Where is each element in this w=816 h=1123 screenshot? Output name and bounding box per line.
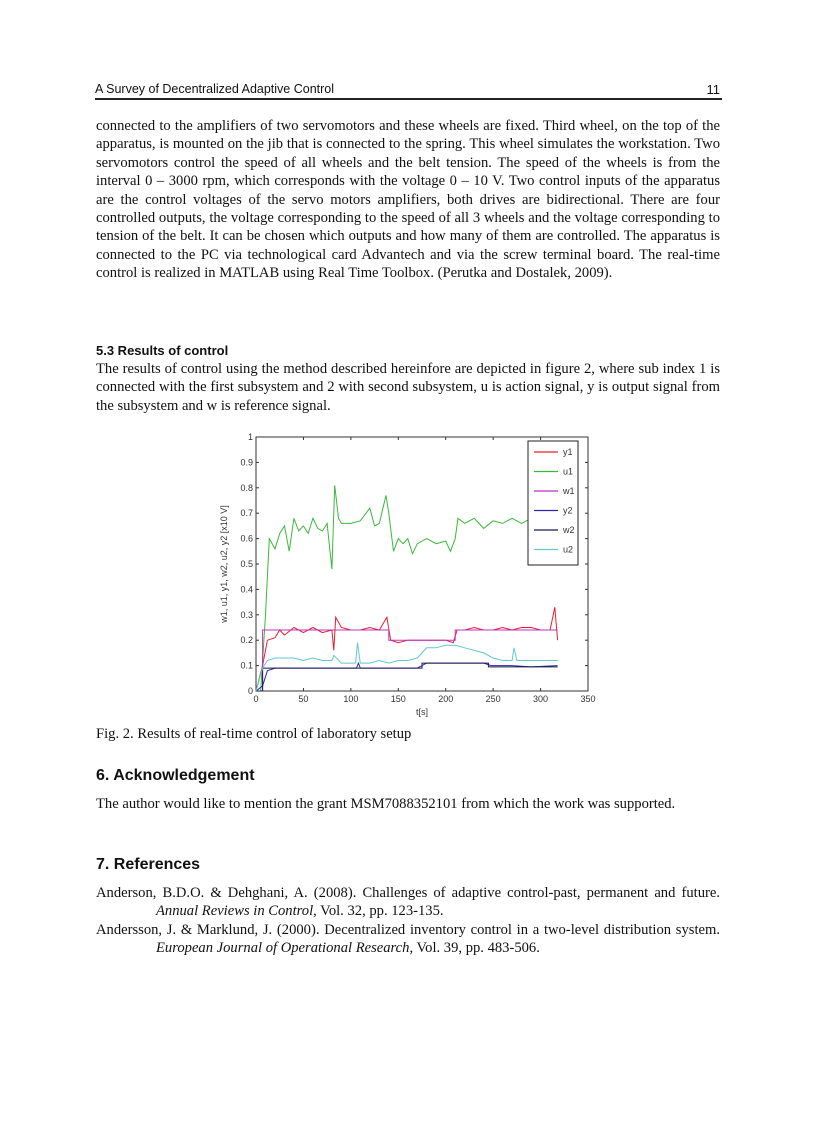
reference-item: Anderson, B.D.O. & Dehghani, A. (2008). Challenges of adaptive control-past, permanent and future. Annual Reviews in Control, Vol. 32, pp. 123-135. — [96, 885, 720, 920]
section-heading-7: 7. References — [96, 856, 201, 873]
legend-label-y2: y2 — [563, 505, 573, 516]
paragraph-acknowledgement: The author would like to mention the grant MSM7088352101 from which the work was supported. — [96, 796, 676, 812]
x-tick-label: 50 — [298, 694, 309, 704]
legend-label-u2: u2 — [563, 544, 574, 555]
x-tick-label: 0 — [253, 694, 259, 704]
x-tick-label: 100 — [343, 694, 359, 704]
paragraph-results: The results of control using the method described hereinfore are depicted in figure 2, where sub index 1 is connected with the first subsystem and 2 with second subsystem, u is action signal, y is output signal from the subsystem and w is reference signal. — [96, 361, 720, 414]
legend-label-w1: w1 — [563, 486, 575, 496]
y-tick-label: 0.6 — [240, 533, 253, 544]
y-tick-label: 0.3 — [240, 609, 253, 620]
legend-label-u1: u1 — [563, 466, 574, 477]
paragraph-apparatus: connected to the amplifiers of two servomotors and these wheels are fixed. Third wheel, on the top of the apparatus, is mounted on the jib that is connected to the spring. This wheel simulates the workstation. Two servomotors control the speed of all wheels and the belt tension. The speed of the wheels is from the interval 0 – 3000 rpm, which corresponds with the voltage 0 – 10 V. Two control inputs of the apparatus are the control voltages of the servo motors amplifiers, both drives are bidirectional. There are four controlled outputs, the voltage corresponding to the speed of all 3 wheels and the voltage corresponding to tension of the belt. It can be chosen which outputs and how many of them are controlled. The apparatus is connected to the PC via technological card Advantech and via the screw terminal board. The real-time control is realized in MATLAB using Real Time Toolbox. (Perutka and Dostalek, 2009). — [96, 118, 720, 282]
figure-caption: Fig. 2. Results of real-time control of laboratory setup — [96, 726, 412, 742]
y-tick-label: 0.9 — [240, 457, 253, 468]
x-tick-label: 250 — [485, 694, 501, 704]
legend-label-w2: w2 — [563, 525, 575, 535]
x-tick-label: 300 — [533, 694, 549, 704]
reference-item: Andersson, J. & Marklund, J. (2000). Decentralized inventory control in a two-level distribution system. European Journal of Operational Research, Vol. 39, pp. 483-506. — [96, 922, 720, 957]
results-chart — [215, 430, 600, 725]
page-number: 11 — [706, 82, 720, 97]
y-tick-label: 0.4 — [240, 584, 253, 595]
x-tick-label: 200 — [438, 694, 454, 704]
running-header — [95, 82, 722, 100]
legend-label-y1: y1 — [563, 447, 573, 457]
y-axis-label: w1, u1, y1, w2, u2, y2 [x10 V] — [219, 505, 229, 623]
y-tick-label: 0 — [247, 686, 253, 696]
running-title: A Survey of Decentralized Adaptive Control — [95, 82, 335, 96]
x-tick-label: 150 — [390, 694, 406, 704]
y-tick-label: 0.8 — [240, 482, 253, 493]
x-tick-label: 350 — [580, 694, 596, 704]
y-tick-label: 0.1 — [240, 660, 253, 671]
y-tick-label: 0.5 — [240, 559, 253, 569]
y-tick-label: 0.2 — [240, 635, 253, 646]
section-heading-6: 6. Acknowledgement — [96, 767, 255, 784]
y-tick-label: 0.7 — [240, 508, 253, 519]
y-tick-label: 1 — [247, 432, 253, 442]
x-axis-label: t[s] — [415, 707, 429, 717]
section-heading-5-3: 5.3 Results of control — [96, 343, 229, 358]
